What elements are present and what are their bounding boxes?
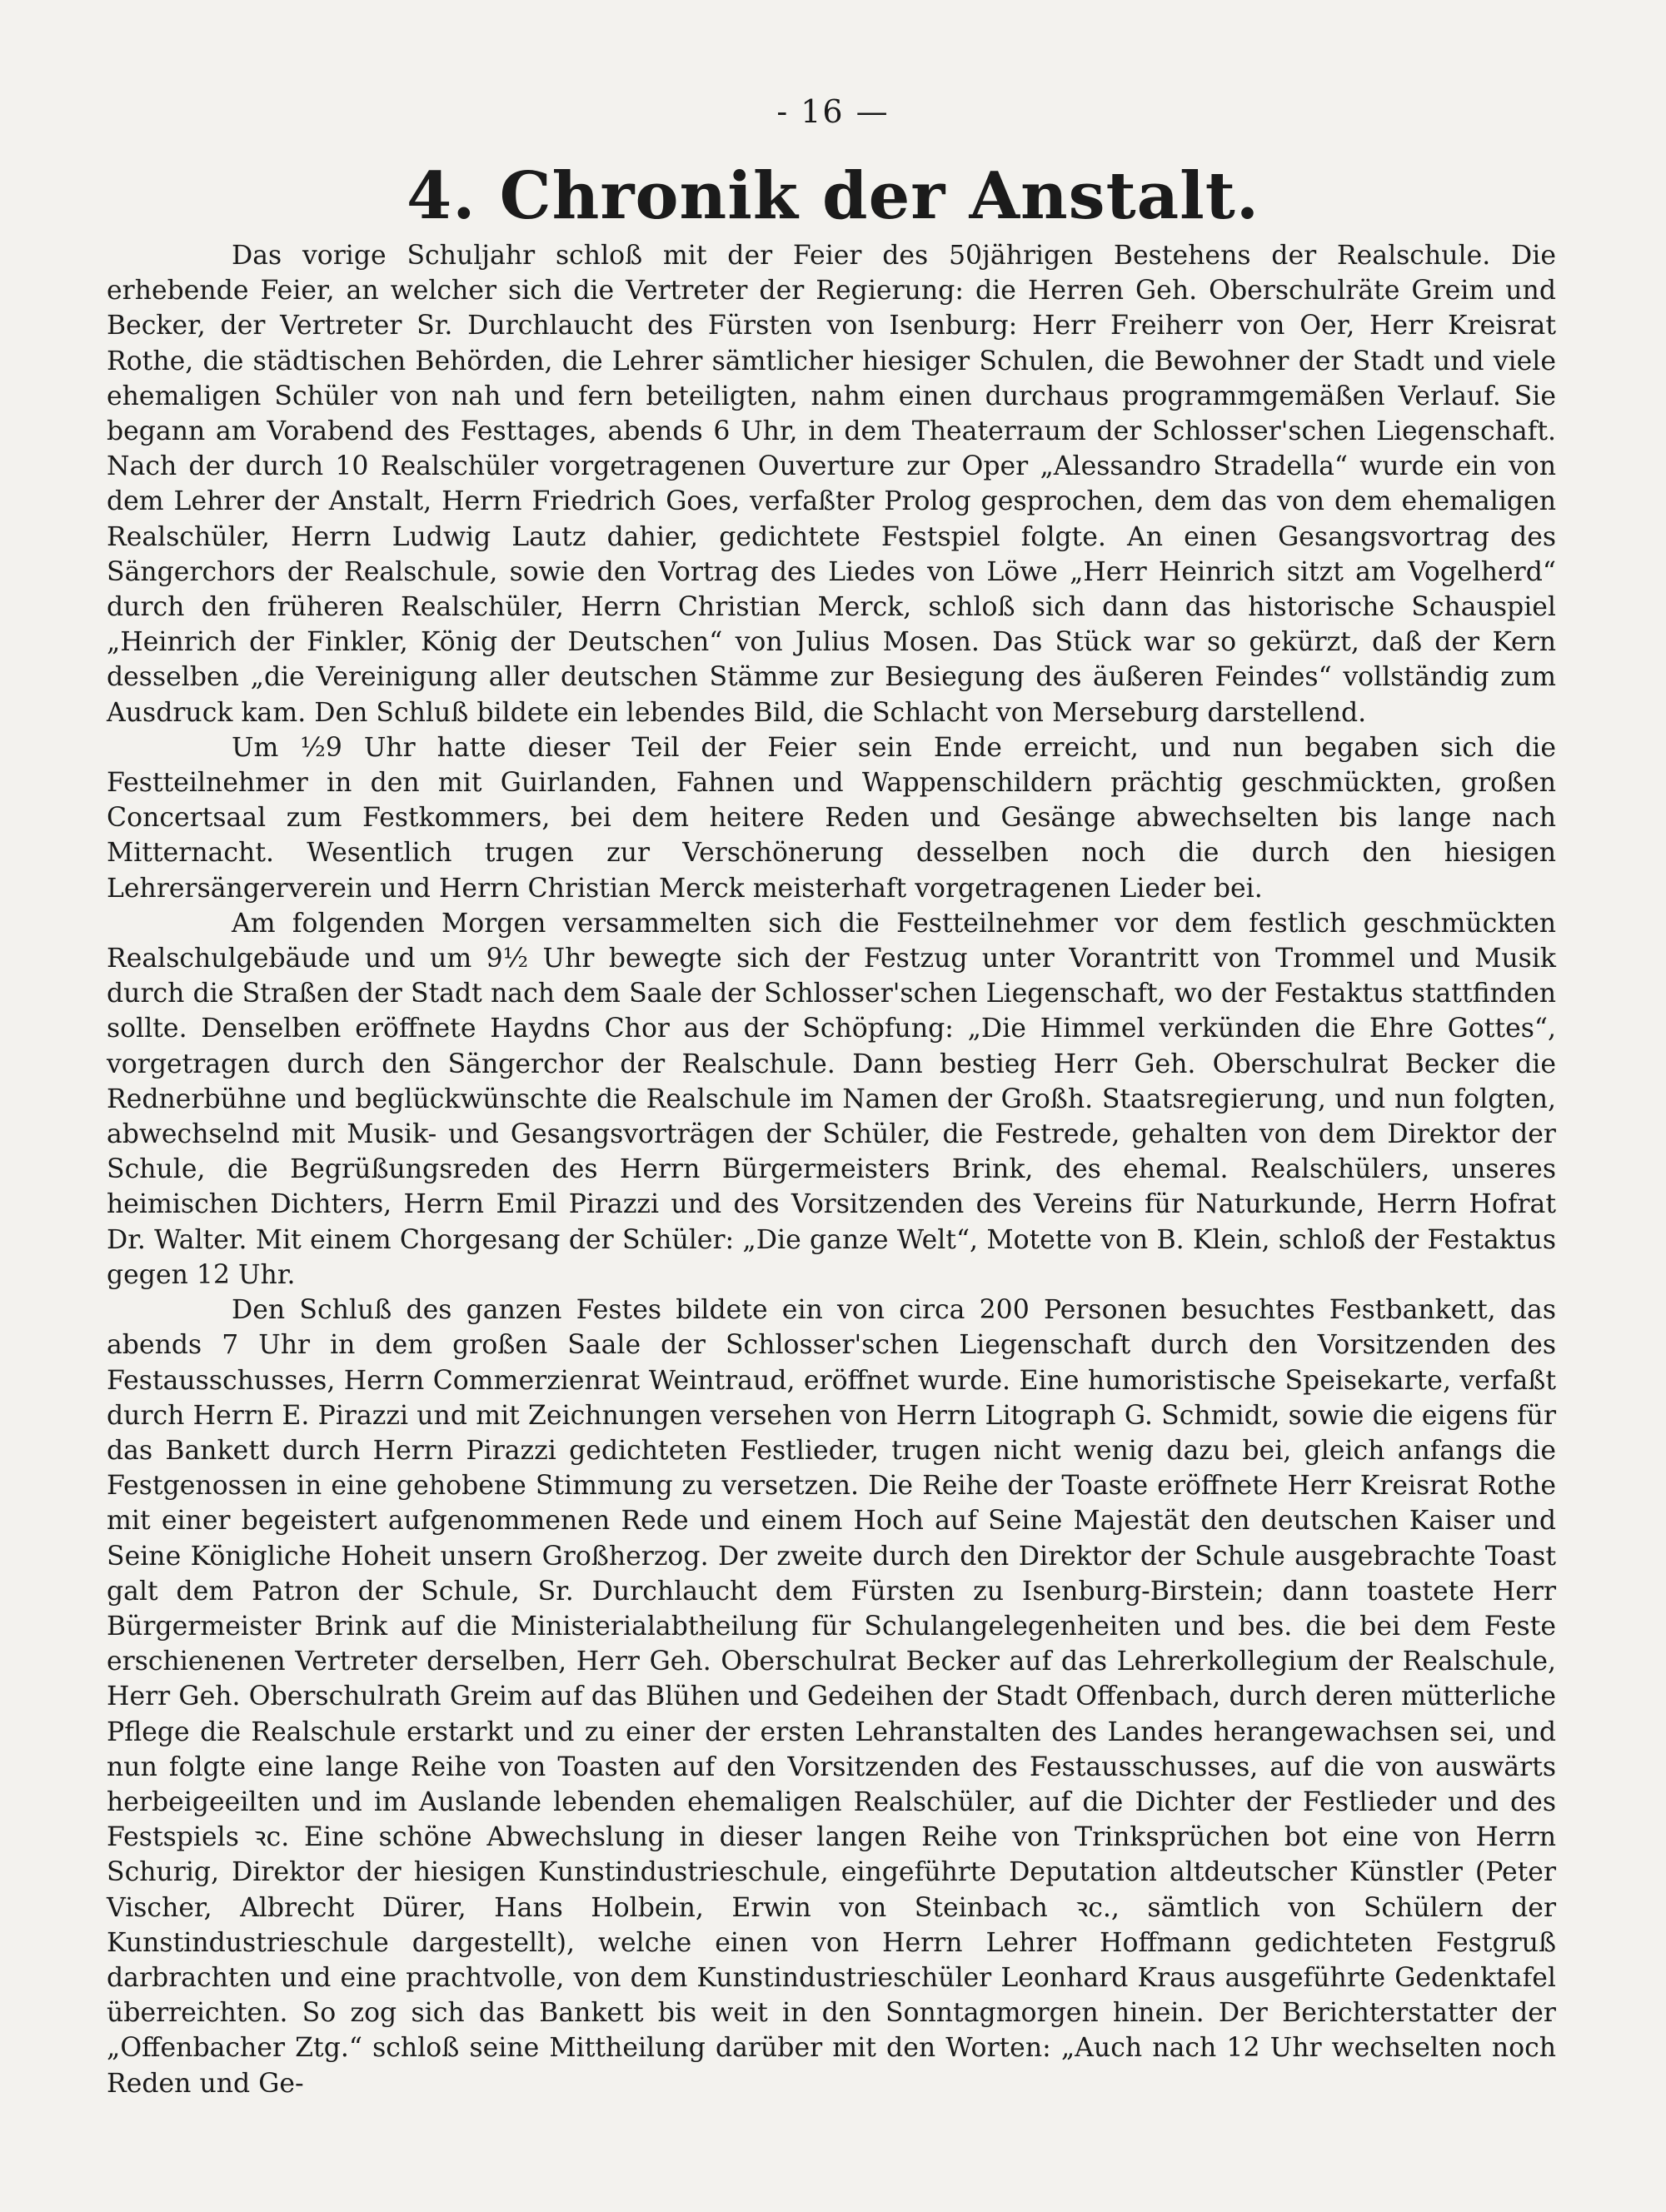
- paragraph: Das vorige Schuljahr schloß mit der Feier des 50jährigen Bestehens der Realschule. Die erhebende Feier, an welcher sich die Vertreter der Regierung: die Herren Geh. Oberschulräte Greim und Becker, der Vertreter Sr. Durchlaucht des Fürsten von Isenburg: Herr Freiherr von Oer, Herr Kreisrat Rothe, die städtischen Behörden, die Lehrer sämtlicher hiesiger Schulen, die Bewohner der Stadt und viele ehemaligen Schüler von nah und fern beteiligten, nahm einen durchaus programmgemäßen Verlauf. Sie begann am Vorabend des Festtages, abends 6 Uhr, in dem Theaterraum der Schlosser'schen Liegenschaft. Nach der durch 10 Realschüler vorgetragenen Ouverture zur Oper „Alessandro Stradella“ wurde ein von dem Lehrer der Anstalt, Herrn Friedrich Goes, verfaßter Prolog gesprochen, dem das von dem ehemaligen Realschüler, Herrn Ludwig Lautz dahier, gedichtete Festspiel folgte. An einen Gesangsvortrag des Sängerchors der Realschule, sowie den Vortrag des Liedes von Löwe „Herr Heinrich sitzt am Vogelherd“ durch den früheren Realschüler, Herrn Christian Merck, schloß sich dann das historische Schauspiel „Heinrich der Finkler, König der Deutschen“ von Julius Mosen. Das Stück war so gekürzt, daß der Kern desselben „die Vereinigung aller deutschen Stämme zur Besiegung des äußeren Feindes“ vollständig zum Ausdruck kam. Den Schluß bildete ein lebendes Bild, die Schlacht von Merseburg darstellend.: [107, 241, 1556, 728]
- paragraph: Um ½9 Uhr hatte dieser Teil der Feier sein Ende erreicht, und nun begaben sich die Festteilnehmer in den mit Guirlanden, Fahnen und Wappenschildern prächtig geschmückten, großen Concertsaal zum Festkommers, bei dem heitere Reden und Gesänge abwechselten bis lange nach Mitternacht. Wesentlich trugen zur Verschönerung desselben noch die durch den hiesigen Lehrersängerverein und Herrn Christian Merck meisterhaft vorgetragenen Lieder bei.: [107, 732, 1556, 904]
- page-number: - 16 —: [776, 93, 890, 130]
- chapter-title: 4. Chronik der Anstalt.: [407, 158, 1259, 234]
- body-text: [107, 238, 1556, 2101]
- paragraph: Den Schluß des ganzen Festes bildete ein von circa 200 Personen besuchtes Festbankett, das abends 7 Uhr in dem großen Saale der Schlosser'schen Liegenschaft durch den Vorsitzenden des Festausschusses, Herrn Commerzienrat Weintraud, eröffnet wurde. Eine humoristische Speisekarte, verfaßt durch Herrn E. Pirazzi und mit Zeichnungen versehen von Herrn Litograph G. Schmidt, sowie die eigens für das Bankett durch Herrn Pirazzi gedichteten Festlieder, trugen nicht wenig dazu bei, gleich anfangs die Festgenossen in eine gehobene Stimmung zu versetzen. Die Reihe der Toaste eröffnete Herr Kreisrat Rothe mit einer begeistert aufgenommenen Rede und einem Hoch auf Seine Majestät den deutschen Kaiser und Seine Königliche Hoheit unsern Großherzog. Der zweite durch den Direktor der Schule ausgebrachte Toast galt dem Patron der Schule, Sr. Durchlaucht dem Fürsten zu Isenburg-Birstein; dann toastete Herr Bürgermeister Brink auf die Ministerialabtheilung für Schulangelegenheiten und bes. die bei dem Feste erschienenen Vertreter derselben, Herr Geh. Oberschulrat Becker auf das Lehrerkollegium der Realschule, Herr Geh. Oberschulrath Greim auf das Blühen und Gedeihen der Stadt Offenbach, durch deren mütterliche Pflege die Realschule erstarkt und zu einer der ersten Lehranstalten des Landes herangewachsen sei, und nun folgte eine lange Reihe von Toasten auf den Vorsitzenden des Festausschusses, auf die von auswärts herbeigeeilten und im Auslande lebenden ehemaligen Realschüler, auf die Dichter der Festlieder und des Festspiels ꝛc. Eine schöne Abwechslung in dieser langen Reihe von Trinksprüchen bot eine von Herrn Schurig, Direktor der hiesigen Kunstindustrieschule, eingeführte Deputation altdeutscher Künstler (Peter Vischer, Albrecht Dürer, Hans Holbein, Erwin von Steinbach ꝛc., sämtlich von Schülern der Kunstindustrieschule dargestellt), welche einen von Herrn Lehrer Hoffmann gedichteten Festgruß darbrachten und eine prachtvolle, von dem Kunstindustrieschüler Leonhard Kraus ausgeführte Gedenktafel überreichten. So zog sich das Bankett bis weit in den Sonntagmorgen hinein. Der Berichterstatter der „Offenbacher Ztg.“ schloß seine Mittheilung darüber mit den Worten: „Auch nach 12 Uhr wechselten noch Reden und Ge-: [107, 1295, 1556, 2099]
- paragraph: Am folgenden Morgen versammelten sich die Festteilnehmer vor dem festlich geschmückten Realschulgebäude und um 9½ Uhr bewegte sich der Festzug unter Vorantritt von Trommel und Musik durch die Straßen der Stadt nach dem Saale der Schlosser'schen Liegenschaft, wo der Festaktus stattfinden sollte. Denselben eröffnete Haydns Chor aus der Schöpfung: „Die Himmel verkünden die Ehre Gottes“, vorgetragen durch den Sängerchor der Realschule. Dann bestieg Herr Geh. Oberschulrat Becker die Rednerbühne und beglückwünschte die Realschule im Namen der Großh. Staatsregierung, und nun folgten, abwechselnd mit Musik- und Gesangsvorträgen der Schüler, die Festrede, gehalten von dem Direktor der Schule, die Begrüßungsreden des Herrn Bürgermeisters Brink, des ehemal. Realschülers, unseres heimischen Dichters, Herrn Emil Pirazzi und des Vorsitzenden des Vereins für Naturkunde, Herrn Hofrat Dr. Walter. Mit einem Chorgesang der Schüler: „Die ganze Welt“, Motette von B. Klein, schloß der Festaktus gegen 12 Uhr.: [107, 908, 1556, 1290]
